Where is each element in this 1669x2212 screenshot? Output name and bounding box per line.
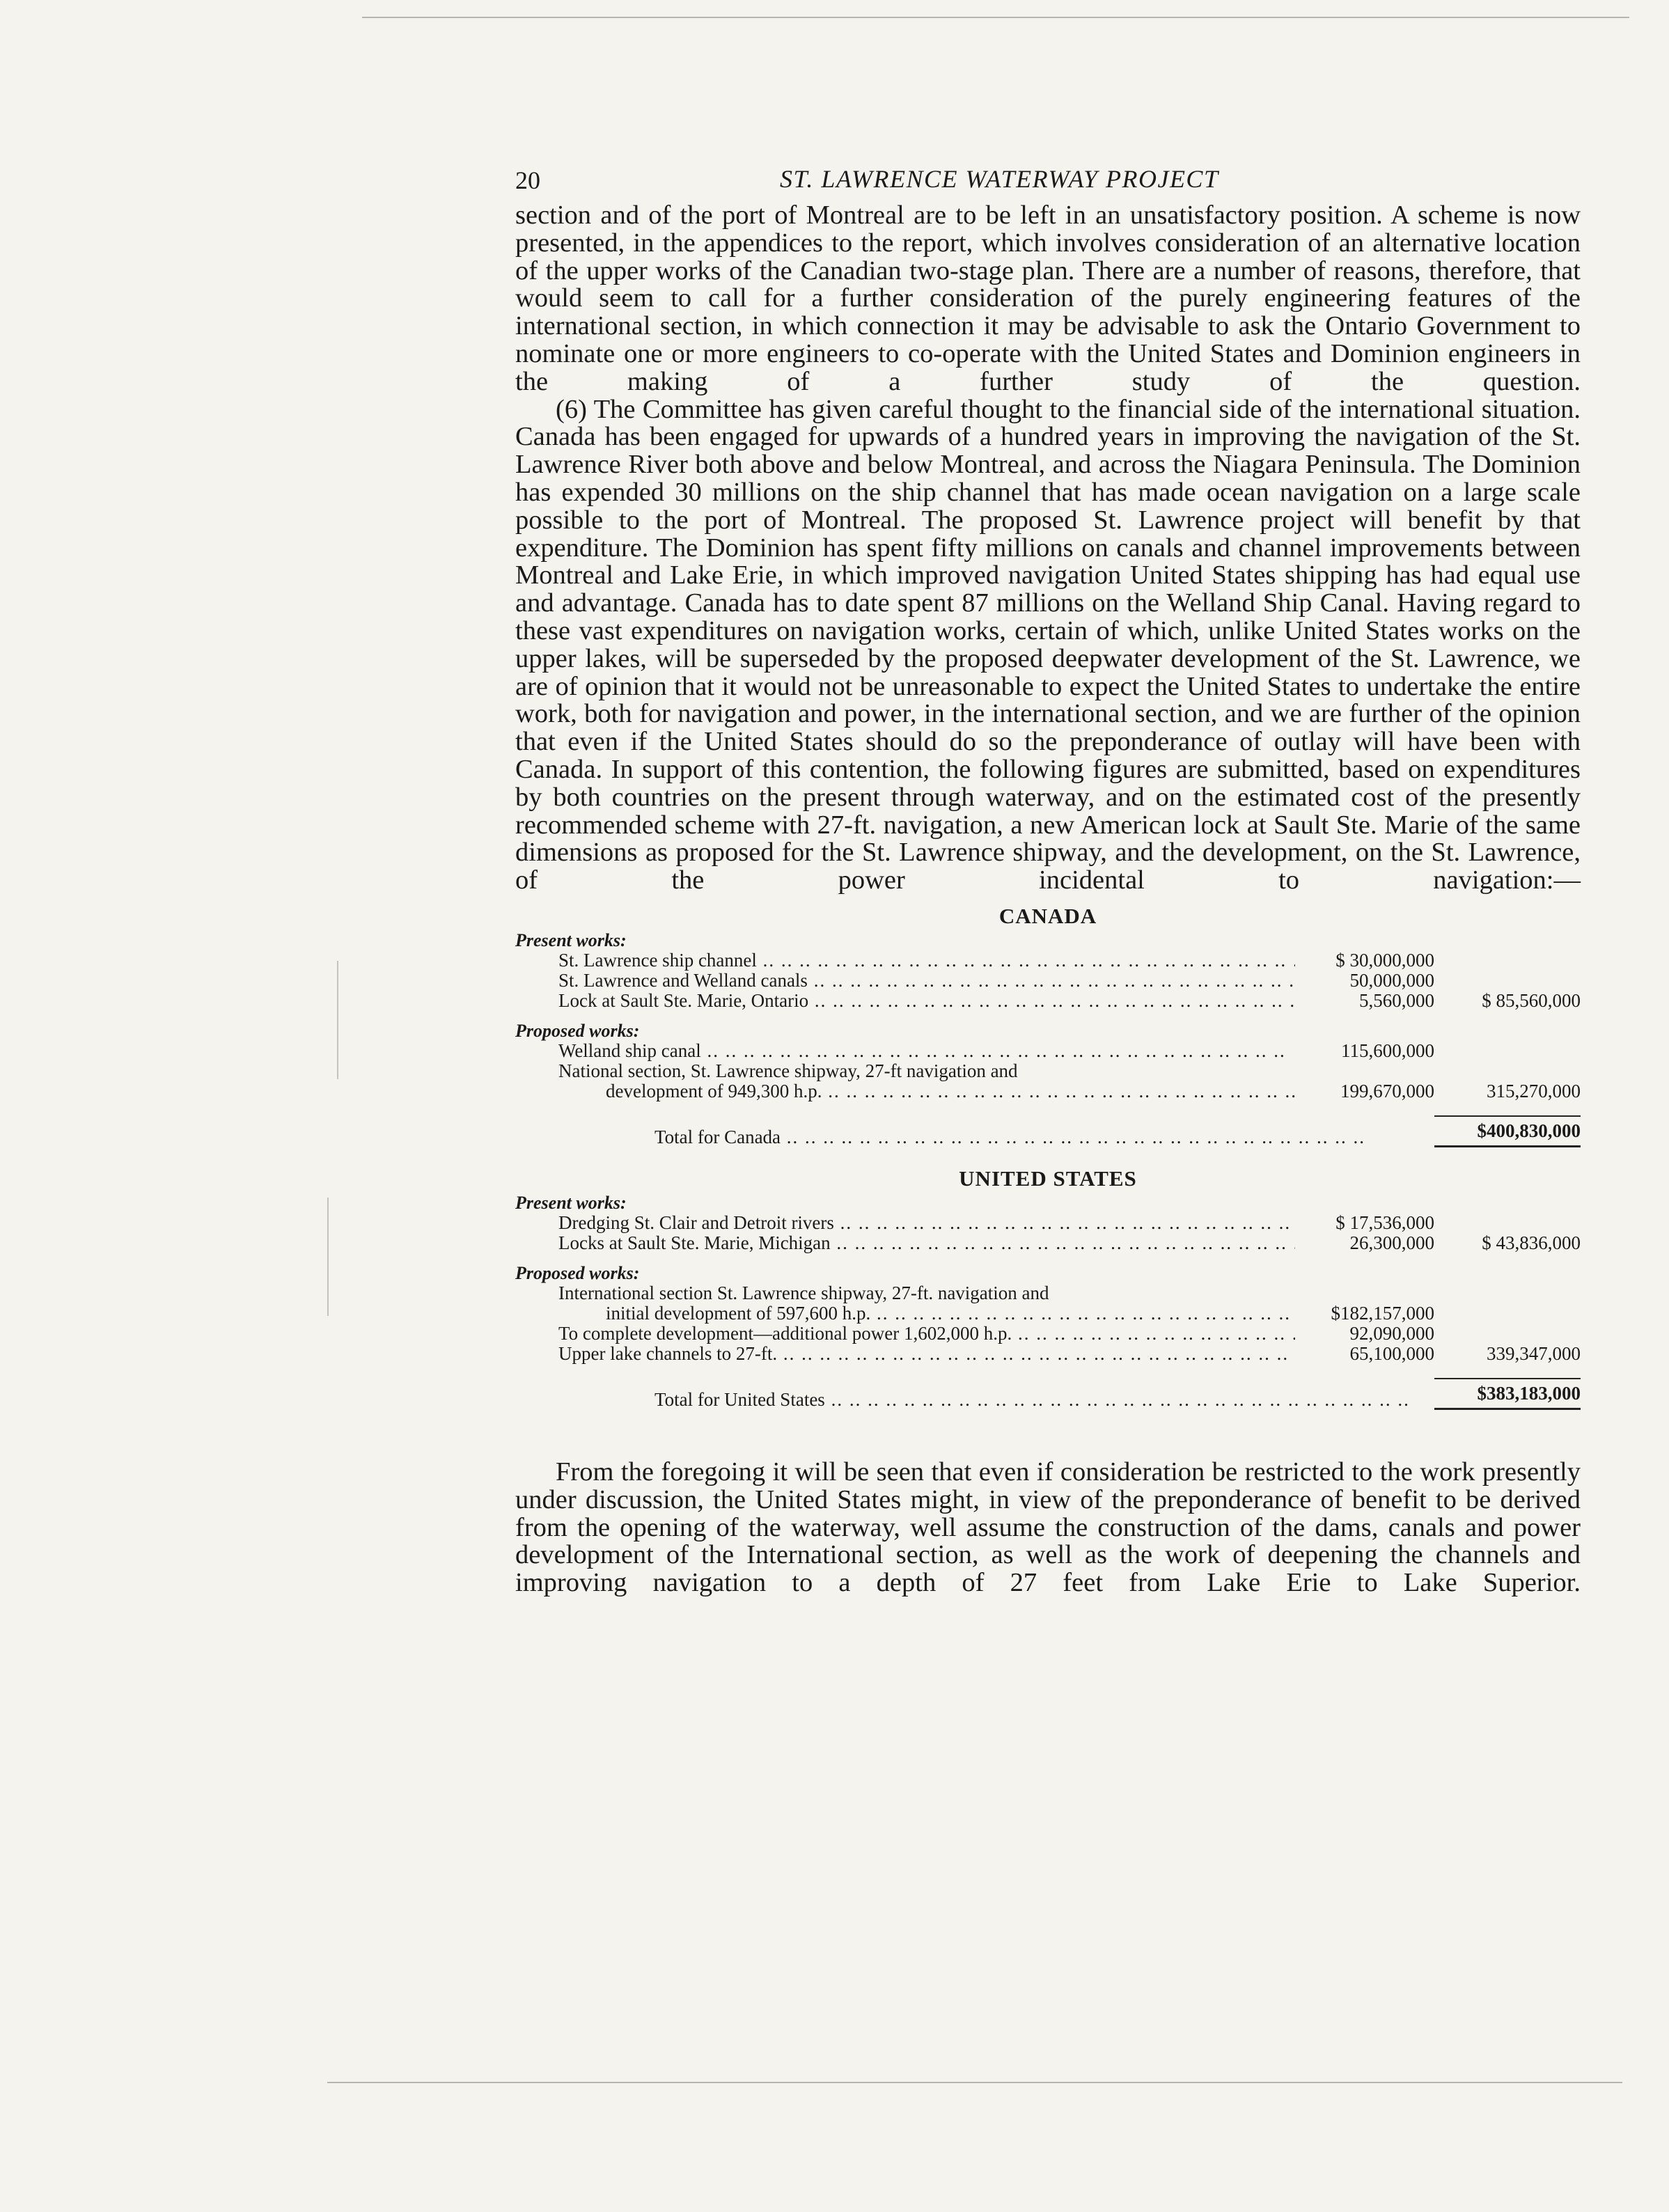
document-page xyxy=(515,153,1581,1597)
row-description: Welland ship canal .. .. xyxy=(515,1041,1295,1061)
table-row xyxy=(515,1233,1581,1253)
row-description: Lock at Sault Ste. Marie, Ontario .. .. xyxy=(515,991,1295,1011)
row-subtotal: $ 85,560,000 xyxy=(1482,989,1581,1011)
table-row xyxy=(515,991,1581,1011)
table-row xyxy=(515,1283,1581,1303)
body-text xyxy=(515,202,1581,895)
table-row xyxy=(515,1303,1581,1324)
group-label: Proposed works: xyxy=(515,1020,640,1041)
table-row xyxy=(515,1213,1581,1233)
total-label: Total for United States .. .. xyxy=(515,1390,1434,1410)
row-subtotal: $ 43,836,000 xyxy=(1482,1232,1581,1253)
total-label: Total for Canada .. .. xyxy=(515,1127,1434,1147)
total-row xyxy=(515,1115,1581,1147)
table-row xyxy=(515,950,1581,971)
row-amount: 199,670,000 xyxy=(1340,1080,1434,1101)
group-label: Present works: xyxy=(515,1192,627,1213)
scan-artifact-top-line xyxy=(362,17,1629,18)
total-amount: $400,830,000 xyxy=(1434,1115,1581,1147)
row-description: St. Lawrence and Welland canals .. .. xyxy=(515,971,1295,991)
paragraph: (6) The Committee has given careful thought to the financial side of the international situation. Canada has been engaged for upwards of a hundred years in improving the navigation of the St. Lawrence River both above and below Montreal, and across the Niagara Peninsula. The Dominion has expended 30 millions on the ship channel that has made ocean navigation on a large scale possible to the port of Montreal. The proposed St. Lawrence project will benefit by that expenditure. The Dominion has spent fifty millions on canals and channel improvements between Montreal and Lake Erie, in which improved navigation United States shipping has had equal use and advantage. Canada has to date spent 87 millions on the Welland Ship Canal. Having regard to these vast expenditures on navigation works, certain of which, unlike United States works on the upper lakes, will be superseded by the proposed deepwater development of the St. Lawrence, we are of opinion that it would not be unreasonable to expect the United States to undertake the entire work, both for navigation and power, in the international section, and we are further of the opinion that even if the United States should do so the preponderance of outlay will have been with Canada. In support of this contention, the following figures are submitted, based on expenditures by both countries on the present through waterway, and on the estimated cost of the presently recommended scheme with 27-ft. navigation, a new American lock at Sault Ste. Marie of the same dimensions as proposed for the St. Lawrence shipway, and the development, on the St. Lawrence, of the power incidental to navigation:— xyxy=(515,394,1581,895)
paragraph: section and of the port of Montreal are to be left in an unsatisfactory position. A scheme is now presented, in the appendices to the report, which involves consideration of an alternative location of the upper works of the Canadian two-stage plan. There are a number of reasons, therefore, that would seem to call for a further consideration of the purely engineering features of the international section, in which connection it may be advisable to ask the Ontario Government to nominate one or more engineers to co-operate with the United States and Dominion engineers in the making of a further study of the question. xyxy=(515,201,1581,396)
row-description: National section, St. Lawrence shipway, 27-ft navigation and xyxy=(558,1060,1018,1081)
section-title-canada: CANADA xyxy=(998,903,1097,928)
scan-artifact-left-margin xyxy=(337,961,338,1079)
row-subtotal: 315,270,000 xyxy=(1487,1080,1581,1101)
row-amount: $ 30,000,000 xyxy=(1335,949,1434,971)
row-description: development of 949,300 h.p. .. .. xyxy=(515,1081,1295,1101)
scan-artifact-left-margin xyxy=(327,1198,329,1316)
row-description: Upper lake channels to 27-ft. .. .. xyxy=(515,1344,1295,1364)
row-description: To complete development—additional power 1,602,000 h.p. .. .. xyxy=(515,1324,1295,1344)
row-amount: 65,100,000 xyxy=(1349,1342,1434,1364)
row-description: initial development of 597,600 h.p. .. .. xyxy=(515,1303,1295,1324)
table-row xyxy=(515,1041,1581,1061)
table-row xyxy=(515,1324,1581,1344)
row-description: St. Lawrence ship channel .. .. xyxy=(515,950,1295,971)
row-amount: $182,157,000 xyxy=(1331,1302,1434,1324)
paragraph: From the foregoing it will be seen that even if consideration be restricted to the work presently under discussion, the United States might, in view of the preponderance of benefit to be derived from the opening of the waterway, well assume the construction of the dams, canals and power development of the International section, as well as the work of deepening the channels and improving navigation to a depth of 27 feet from Lake Erie to Lake Superior. xyxy=(515,1457,1581,1598)
financial-table xyxy=(515,903,1581,1410)
table-row xyxy=(515,1061,1581,1081)
row-amount: 50,000,000 xyxy=(1349,969,1434,991)
page-header xyxy=(515,153,1581,202)
table-row xyxy=(515,971,1581,991)
group-label: Present works: xyxy=(515,929,627,950)
total-amount: $383,183,000 xyxy=(1434,1378,1581,1410)
page-number: 20 xyxy=(515,166,540,194)
running-title: ST. LAWRENCE WATERWAY PROJECT xyxy=(780,165,1219,193)
table-row xyxy=(515,1344,1581,1364)
row-amount: 5,560,000 xyxy=(1359,989,1434,1011)
table-row xyxy=(515,1081,1581,1101)
closing-text xyxy=(515,1459,1581,1597)
row-amount: $ 17,536,000 xyxy=(1335,1211,1434,1233)
section-title-united-states: UNITED STATES xyxy=(959,1166,1137,1191)
row-amount: 26,300,000 xyxy=(1349,1232,1434,1253)
total-row xyxy=(515,1378,1581,1410)
row-subtotal: 339,347,000 xyxy=(1487,1342,1581,1364)
scan-artifact-bottom-line xyxy=(327,2082,1622,2083)
row-description: Dredging St. Clair and Detroit rivers .. .. xyxy=(515,1213,1295,1233)
row-description: Locks at Sault Ste. Marie, Michigan .. .. xyxy=(515,1233,1295,1253)
group-label: Proposed works: xyxy=(515,1262,640,1283)
row-description: International section St. Lawrence shipway, 27-ft. navigation and xyxy=(558,1283,1049,1303)
row-amount: 92,090,000 xyxy=(1349,1322,1434,1344)
row-amount: 115,600,000 xyxy=(1341,1040,1434,1061)
